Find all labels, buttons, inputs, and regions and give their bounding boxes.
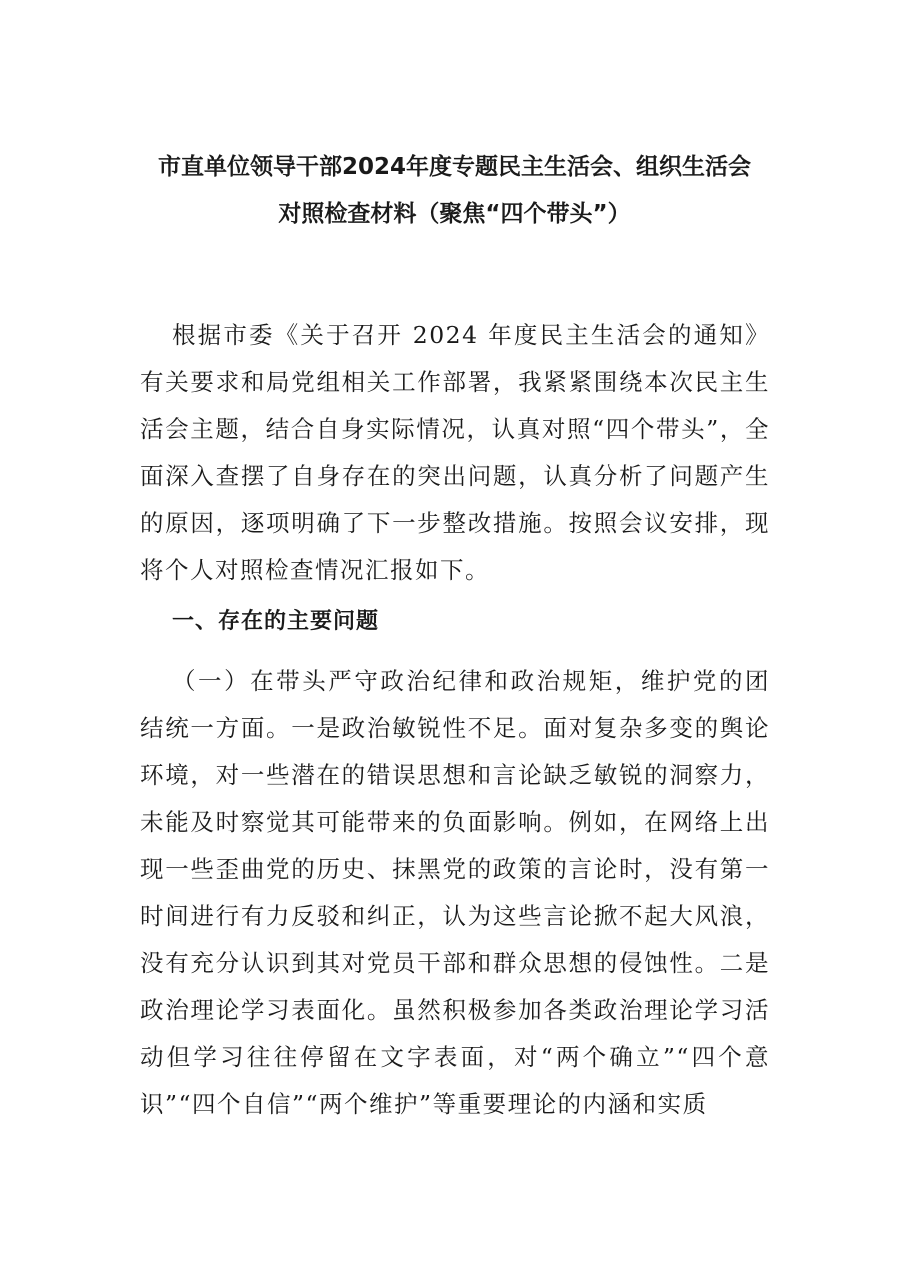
section-heading: 一、存在的主要问题 (172, 609, 380, 634)
body-paragraph: （一）在带头严守政治纪律和政治规矩，维护党的团结统一方面。一是政治敏锐性不足。面对复杂多变的舆论环境，对一些潜在的错误思想和言论缺乏敏锐的洞察力，未能及时察觉其可能带来的负面影响。例如，在网络上出现一些歪曲党的历史、抹黑党的政策的言论时，没有第一时间进行有力反驳和纠正，认为这些言论掀不起大风浪，没有充分认识到其对党员干部和群众思想的侵蚀性。二是政治理论学习表面化。虽然积极参加各类政治理论学习活动但学习往往停留在文字表面，对“两个确立”“四个意识”“四个自信”“两个维护”等重要理论的内涵和实质 (140, 667, 770, 1118)
document-title-line-2: 对照检查材料（聚焦“四个带头”） (278, 201, 631, 227)
document-title-line-1: 市直单位领导干部2024年度专题民主生活会、组织生活会 (157, 154, 751, 180)
intro-paragraph: 根据市委《关于召开 2024 年度民主生活会的通知》有关要求和局党组相关工作部署，我紧紧围绕本次民主生活会主题，结合自身实际情况，认真对照“四个带头”，全面深入查摆了自身存在的突出问题，认真分析了问题产生的原因，逐项明确了下一步整改措施。按照会议安排，现将个人对照检查情况汇报如下。 (140, 321, 770, 584)
